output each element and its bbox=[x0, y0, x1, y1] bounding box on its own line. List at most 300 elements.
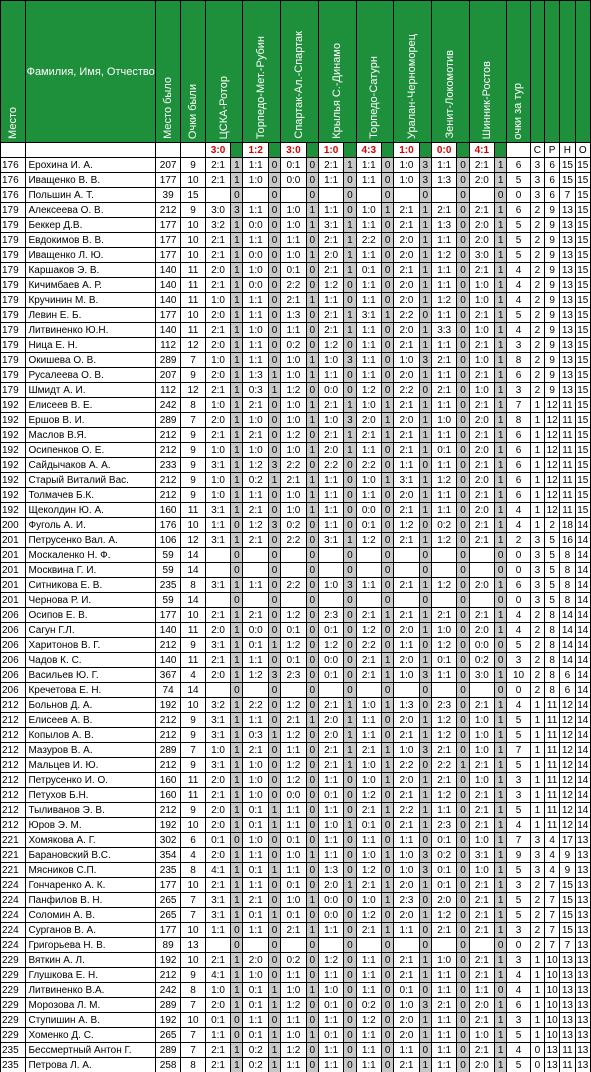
prediction-points: 1 bbox=[495, 803, 507, 818]
place: 206 bbox=[1, 683, 26, 698]
prediction-cell: 2:1 bbox=[356, 653, 381, 668]
place-was: 233 bbox=[155, 458, 180, 473]
stat-s: 1 bbox=[530, 953, 544, 968]
prediction-points: 0 bbox=[268, 338, 280, 353]
prediction-points: 0 bbox=[231, 683, 243, 698]
prediction-cell: 2:1 bbox=[318, 428, 343, 443]
prediction-cell: 1:0 bbox=[281, 353, 306, 368]
prediction-cell bbox=[318, 548, 343, 563]
prediction-points: 0 bbox=[306, 233, 318, 248]
prediction-cell: 3:1 bbox=[318, 218, 343, 233]
prediction-points: 0 bbox=[344, 593, 356, 608]
prediction-cell: 1:0 bbox=[356, 398, 381, 413]
prediction-points: 0 bbox=[306, 563, 318, 578]
tour-points: 2 bbox=[507, 533, 530, 548]
prediction-points: 1 bbox=[495, 368, 507, 383]
prediction-cell: 1:0 bbox=[243, 413, 268, 428]
prediction-cell: 2:1 bbox=[205, 788, 230, 803]
prediction-cell: 2:1 bbox=[431, 743, 456, 758]
prediction-points: 0 bbox=[268, 578, 280, 593]
prediction-cell: 1:2 bbox=[356, 863, 381, 878]
prediction-points: 0 bbox=[306, 758, 318, 773]
prediction-points: 0 bbox=[306, 803, 318, 818]
stat-s: 2 bbox=[530, 368, 544, 383]
table-row bbox=[1, 353, 591, 368]
prediction-cell: 2:0 bbox=[469, 623, 494, 638]
prediction-cell: 1:1 bbox=[243, 578, 268, 593]
stat-r: 12 bbox=[544, 398, 559, 413]
prediction-points: 0 bbox=[457, 218, 469, 233]
prediction-points: 1 bbox=[419, 248, 431, 263]
place-was: 212 bbox=[155, 473, 180, 488]
prediction-points: 0 bbox=[382, 458, 394, 473]
prediction-cell: 0:1 bbox=[243, 983, 268, 998]
place-was: 140 bbox=[155, 623, 180, 638]
prediction-points: 3 bbox=[419, 173, 431, 188]
prediction-points: 1 bbox=[495, 713, 507, 728]
points-were: 10 bbox=[181, 248, 205, 263]
match-score: 1:0 bbox=[394, 143, 419, 158]
place: 179 bbox=[1, 248, 26, 263]
points-were: 9 bbox=[181, 728, 205, 743]
prediction-points: 1 bbox=[231, 443, 243, 458]
prediction-points: 1 bbox=[231, 863, 243, 878]
stat-n: 11 bbox=[560, 488, 575, 503]
prediction-points: 0 bbox=[268, 443, 280, 458]
prediction-cell: 2:1 bbox=[318, 698, 343, 713]
prediction-points: 0 bbox=[306, 578, 318, 593]
prediction-points: 0 bbox=[382, 818, 394, 833]
prediction-cell: 1:1 bbox=[205, 923, 230, 938]
header-blank bbox=[575, 1, 590, 143]
place-was: 106 bbox=[155, 533, 180, 548]
prediction-points: 0 bbox=[306, 788, 318, 803]
stat-s: 2 bbox=[530, 623, 544, 638]
prediction-cell: 1:2 bbox=[356, 1013, 381, 1028]
prediction-cell: 2:2 bbox=[281, 578, 306, 593]
prediction-cell: 1:1 bbox=[281, 233, 306, 248]
place-was: 212 bbox=[155, 203, 180, 218]
place: 212 bbox=[1, 773, 26, 788]
match-score: 3:0 bbox=[205, 143, 230, 158]
prediction-points: 1 bbox=[419, 818, 431, 833]
prediction-points: 1 bbox=[231, 728, 243, 743]
place-was: 212 bbox=[155, 488, 180, 503]
prediction-points: 0 bbox=[231, 833, 243, 848]
prediction-cell: 1:2 bbox=[281, 638, 306, 653]
prediction-points: 0 bbox=[344, 293, 356, 308]
prediction-points: 0 bbox=[306, 998, 318, 1013]
prediction-cell: 2:1 bbox=[469, 338, 494, 353]
prediction-points: 1 bbox=[231, 878, 243, 893]
stat-s: 2 bbox=[530, 278, 544, 293]
score-spacer bbox=[419, 143, 431, 158]
stat-s: 2 bbox=[530, 338, 544, 353]
prediction-cell: 1:1 bbox=[356, 368, 381, 383]
prediction-points: 0 bbox=[457, 158, 469, 173]
stat-n: 13 bbox=[560, 293, 575, 308]
prediction-points: 1 bbox=[495, 323, 507, 338]
prediction-cell: 2:0 bbox=[356, 413, 381, 428]
stat-o: 14 bbox=[575, 518, 590, 533]
table-row bbox=[1, 503, 591, 518]
prediction-points: 0 bbox=[382, 1058, 394, 1072]
prediction-points: 0 bbox=[306, 308, 318, 323]
stat-o: 14 bbox=[575, 788, 590, 803]
tour-points: 4 bbox=[507, 263, 530, 278]
prediction-cell: 2:0 bbox=[469, 998, 494, 1013]
stat-n: 15 bbox=[560, 893, 575, 908]
prediction-points: 0 bbox=[457, 968, 469, 983]
stat-r: 11 bbox=[544, 758, 559, 773]
prediction-cell: 1:0 bbox=[205, 983, 230, 998]
stat-s: 2 bbox=[530, 683, 544, 698]
stat-r: 13 bbox=[544, 1043, 559, 1058]
participant-name: Иващенко В. В. bbox=[26, 173, 155, 188]
points-were: 13 bbox=[181, 938, 205, 953]
prediction-cell: 2:1 bbox=[356, 878, 381, 893]
place: 224 bbox=[1, 878, 26, 893]
prediction-cell bbox=[431, 548, 456, 563]
stat-o: 13 bbox=[575, 1058, 590, 1072]
score-row bbox=[1, 143, 591, 158]
prediction-cell: 1:1 bbox=[394, 458, 419, 473]
tour-points: 8 bbox=[507, 413, 530, 428]
place-was: 140 bbox=[155, 278, 180, 293]
table-row bbox=[1, 293, 591, 308]
prediction-points: 0 bbox=[457, 998, 469, 1013]
participant-name: Петрова Л. А. bbox=[26, 1058, 155, 1072]
prediction-points: 0 bbox=[419, 683, 431, 698]
prediction-cell: 3:1 bbox=[205, 503, 230, 518]
prediction-points: 3 bbox=[231, 203, 243, 218]
stat-r: 8 bbox=[544, 683, 559, 698]
prediction-cell: 2:1 bbox=[469, 1013, 494, 1028]
place: 192 bbox=[1, 473, 26, 488]
prediction-points: 0 bbox=[344, 773, 356, 788]
prediction-cell bbox=[394, 188, 419, 203]
stat-s: 3 bbox=[530, 533, 544, 548]
prediction-points: 0 bbox=[306, 1043, 318, 1058]
prediction-points: 1 bbox=[419, 608, 431, 623]
prediction-cell: 2:0 bbox=[469, 173, 494, 188]
prediction-points: 0 bbox=[344, 998, 356, 1013]
stat-s: 1 bbox=[530, 413, 544, 428]
prediction-points: 0 bbox=[306, 638, 318, 653]
prediction-points: 0 bbox=[457, 833, 469, 848]
prediction-cell: 0:1 bbox=[205, 1013, 230, 1028]
prediction-points: 0 bbox=[382, 578, 394, 593]
prediction-points: 0 bbox=[268, 653, 280, 668]
place-was: 354 bbox=[155, 848, 180, 863]
prediction-cell: 2:1 bbox=[469, 263, 494, 278]
prediction-points: 1 bbox=[382, 878, 394, 893]
participant-name: Петрусенко И. О. bbox=[26, 773, 155, 788]
prediction-points: 0 bbox=[344, 473, 356, 488]
prediction-cell: 0:0 bbox=[243, 248, 268, 263]
prediction-cell: 2:1 bbox=[431, 923, 456, 938]
prediction-points: 0 bbox=[344, 983, 356, 998]
prediction-cell: 2:0 bbox=[205, 413, 230, 428]
table-row bbox=[1, 563, 591, 578]
prediction-points: 1 bbox=[231, 893, 243, 908]
prediction-points: 1 bbox=[344, 218, 356, 233]
points-were: 10 bbox=[181, 698, 205, 713]
place: 201 bbox=[1, 548, 26, 563]
prediction-points: 1 bbox=[419, 413, 431, 428]
prediction-points: 1 bbox=[382, 308, 394, 323]
prediction-cell: 2:0 bbox=[318, 713, 343, 728]
prediction-points: 1 bbox=[495, 263, 507, 278]
prediction-cell: 1:2 bbox=[431, 713, 456, 728]
table-row bbox=[1, 383, 591, 398]
prediction-points: 3 bbox=[268, 518, 280, 533]
prediction-points: 0 bbox=[268, 323, 280, 338]
prediction-cell: 2:0 bbox=[205, 998, 230, 1013]
prediction-points: 0 bbox=[457, 578, 469, 593]
prediction-points: 0 bbox=[457, 893, 469, 908]
stat-r: 4 bbox=[544, 863, 559, 878]
prediction-cell: 2:1 bbox=[469, 803, 494, 818]
place-was: 212 bbox=[155, 758, 180, 773]
prediction-cell: 2:3 bbox=[281, 668, 306, 683]
table-row bbox=[1, 728, 591, 743]
prediction-points: 0 bbox=[306, 728, 318, 743]
place-was: 235 bbox=[155, 863, 180, 878]
tour-points: 5 bbox=[507, 173, 530, 188]
prediction-cell: 2:0 bbox=[469, 413, 494, 428]
prediction-cell: 3:1 bbox=[205, 893, 230, 908]
prediction-points: 1 bbox=[495, 1028, 507, 1043]
prediction-points: 0 bbox=[419, 188, 431, 203]
prediction-points: 1 bbox=[231, 458, 243, 473]
prediction-cell: 1:1 bbox=[394, 1043, 419, 1058]
table-row bbox=[1, 263, 591, 278]
place: 179 bbox=[1, 323, 26, 338]
prediction-points: 0 bbox=[419, 758, 431, 773]
prediction-points: 1 bbox=[231, 653, 243, 668]
prediction-points: 0 bbox=[382, 263, 394, 278]
tour-points: 4 bbox=[507, 518, 530, 533]
prediction-points: 0 bbox=[419, 518, 431, 533]
prediction-cell: 1:0 bbox=[281, 1028, 306, 1043]
stat-s: 1 bbox=[530, 473, 544, 488]
prediction-points: 1 bbox=[495, 893, 507, 908]
score-spacer bbox=[231, 143, 243, 158]
prediction-points: 0 bbox=[268, 413, 280, 428]
stat-o: 15 bbox=[575, 443, 590, 458]
stat-o: 14 bbox=[575, 608, 590, 623]
stat-n: 11 bbox=[560, 413, 575, 428]
prediction-points: 0 bbox=[231, 593, 243, 608]
prediction-points: 0 bbox=[457, 518, 469, 533]
place: 224 bbox=[1, 893, 26, 908]
tour-points: 4 bbox=[507, 1043, 530, 1058]
prediction-cell: 2:1 bbox=[243, 428, 268, 443]
prediction-cell: 2:1 bbox=[394, 338, 419, 353]
prediction-cell: 1:1 bbox=[318, 1013, 343, 1028]
prediction-points: 1 bbox=[231, 698, 243, 713]
tour-points: 3 bbox=[507, 383, 530, 398]
prediction-points: 0 bbox=[457, 653, 469, 668]
prediction-cell: 2:1 bbox=[394, 263, 419, 278]
prediction-cell: 2:0 bbox=[469, 443, 494, 458]
stat-s: 0 bbox=[530, 1043, 544, 1058]
stat-r: 11 bbox=[544, 773, 559, 788]
table-row bbox=[1, 608, 591, 623]
prediction-cell: 2:2 bbox=[243, 698, 268, 713]
stat-o: 14 bbox=[575, 563, 590, 578]
stat-s: 3 bbox=[530, 548, 544, 563]
prediction-cell: 1:2 bbox=[356, 908, 381, 923]
participant-name: Литвиненко Ю.Н. bbox=[26, 323, 155, 338]
prediction-cell bbox=[431, 188, 456, 203]
prediction-cell: 1:0 bbox=[281, 203, 306, 218]
prediction-cell: 1:0 bbox=[205, 293, 230, 308]
place: 176 bbox=[1, 188, 26, 203]
prediction-cell bbox=[205, 938, 230, 953]
points-were: 10 bbox=[181, 923, 205, 938]
tour-points: 0 bbox=[507, 548, 530, 563]
table-row bbox=[1, 938, 591, 953]
stat-s: 1 bbox=[530, 968, 544, 983]
participant-name: Елисеев В. Е. bbox=[26, 398, 155, 413]
prediction-points: 3 bbox=[419, 848, 431, 863]
score-spacer bbox=[382, 143, 394, 158]
prediction-points: 1 bbox=[344, 728, 356, 743]
prediction-points: 1 bbox=[231, 398, 243, 413]
prediction-cell: 1:1 bbox=[356, 1028, 381, 1043]
prediction-points: 0 bbox=[382, 533, 394, 548]
match-score: 1:2 bbox=[243, 143, 268, 158]
prediction-points: 0 bbox=[344, 968, 356, 983]
prediction-cell: 1:1 bbox=[243, 293, 268, 308]
points-were: 7 bbox=[181, 353, 205, 368]
place: 212 bbox=[1, 743, 26, 758]
prediction-cell bbox=[281, 593, 306, 608]
prediction-cell: 2:1 bbox=[469, 458, 494, 473]
stat-r: 7 bbox=[544, 938, 559, 953]
stat-o: 15 bbox=[575, 293, 590, 308]
place: 201 bbox=[1, 578, 26, 593]
prediction-cell: 2:1 bbox=[205, 1043, 230, 1058]
prediction-points: 1 bbox=[495, 848, 507, 863]
stat-header-o: О bbox=[575, 143, 590, 158]
prediction-cell: 2:1 bbox=[356, 608, 381, 623]
prediction-cell: 0:1 bbox=[243, 638, 268, 653]
prediction-cell: 1:0 bbox=[281, 848, 306, 863]
stat-s: 1 bbox=[530, 713, 544, 728]
prediction-cell: 1:1 bbox=[394, 833, 419, 848]
stat-s: 3 bbox=[530, 188, 544, 203]
prediction-points: 1 bbox=[231, 278, 243, 293]
place: 221 bbox=[1, 863, 26, 878]
place-was: 177 bbox=[155, 218, 180, 233]
table-row bbox=[1, 683, 591, 698]
prediction-points: 0 bbox=[457, 428, 469, 443]
stat-s: 3 bbox=[530, 578, 544, 593]
prediction-cell: 1:0 bbox=[205, 353, 230, 368]
prediction-points: 1 bbox=[268, 1058, 280, 1072]
place: 179 bbox=[1, 203, 26, 218]
participant-name: Васильев Ю. Г. bbox=[26, 668, 155, 683]
place: 179 bbox=[1, 338, 26, 353]
prediction-cell bbox=[281, 938, 306, 953]
stat-r: 7 bbox=[544, 908, 559, 923]
prediction-cell: 2:0 bbox=[394, 908, 419, 923]
prediction-cell bbox=[394, 563, 419, 578]
prediction-cell: 2:1 bbox=[243, 533, 268, 548]
place-was: 212 bbox=[155, 803, 180, 818]
tour-points: 5 bbox=[507, 218, 530, 233]
stat-n: 13 bbox=[560, 368, 575, 383]
table-row bbox=[1, 623, 591, 638]
stat-n: 9 bbox=[560, 863, 575, 878]
place: 224 bbox=[1, 908, 26, 923]
prediction-cell: 3:1 bbox=[205, 533, 230, 548]
stat-s: 1 bbox=[530, 998, 544, 1013]
prediction-points: 1 bbox=[495, 413, 507, 428]
stat-r: 9 bbox=[544, 308, 559, 323]
prediction-cell: 0:2 bbox=[281, 953, 306, 968]
place-was: 212 bbox=[155, 443, 180, 458]
place: 200 bbox=[1, 518, 26, 533]
prediction-points: 0 bbox=[419, 458, 431, 473]
prediction-points: 1 bbox=[419, 773, 431, 788]
prediction-points: 0 bbox=[457, 923, 469, 938]
prediction-cell: 2:1 bbox=[394, 203, 419, 218]
prediction-points: 0 bbox=[306, 863, 318, 878]
prediction-points: 0 bbox=[457, 608, 469, 623]
prediction-cell: 2:1 bbox=[356, 803, 381, 818]
prediction-points: 1 bbox=[495, 578, 507, 593]
prediction-cell: 2:2 bbox=[431, 758, 456, 773]
prediction-points: 0 bbox=[344, 368, 356, 383]
prediction-points: 1 bbox=[231, 968, 243, 983]
prediction-cell: 1:1 bbox=[243, 923, 268, 938]
prediction-points: 0 bbox=[382, 1043, 394, 1058]
prediction-points: 0 bbox=[457, 503, 469, 518]
prediction-points: 1 bbox=[419, 278, 431, 293]
prediction-points: 0 bbox=[268, 488, 280, 503]
prediction-cell: 1:2 bbox=[281, 698, 306, 713]
prediction-cell: 3:1 bbox=[318, 533, 343, 548]
tour-points: 4 bbox=[507, 623, 530, 638]
prediction-points: 0 bbox=[457, 623, 469, 638]
place: 192 bbox=[1, 398, 26, 413]
place: 206 bbox=[1, 653, 26, 668]
prediction-points: 0 bbox=[268, 893, 280, 908]
stat-s: 1 bbox=[530, 758, 544, 773]
prediction-points: 1 bbox=[231, 338, 243, 353]
stat-n: 11 bbox=[560, 443, 575, 458]
prediction-cell: 2:1 bbox=[394, 788, 419, 803]
prediction-points: 1 bbox=[306, 248, 318, 263]
stat-n: 6 bbox=[560, 683, 575, 698]
prediction-cell: 0:1 bbox=[431, 878, 456, 893]
prediction-points: 1 bbox=[495, 743, 507, 758]
prediction-points: 0 bbox=[268, 848, 280, 863]
prediction-cell: 0:0 bbox=[243, 278, 268, 293]
prediction-points: 0 bbox=[457, 638, 469, 653]
prediction-cell: 1:1 bbox=[281, 1058, 306, 1072]
place: 229 bbox=[1, 983, 26, 998]
prediction-cell: 1:0 bbox=[469, 713, 494, 728]
prediction-cell: 1:0 bbox=[281, 368, 306, 383]
points-were: 10 bbox=[181, 233, 205, 248]
table-row bbox=[1, 773, 591, 788]
stat-o: 15 bbox=[575, 368, 590, 383]
